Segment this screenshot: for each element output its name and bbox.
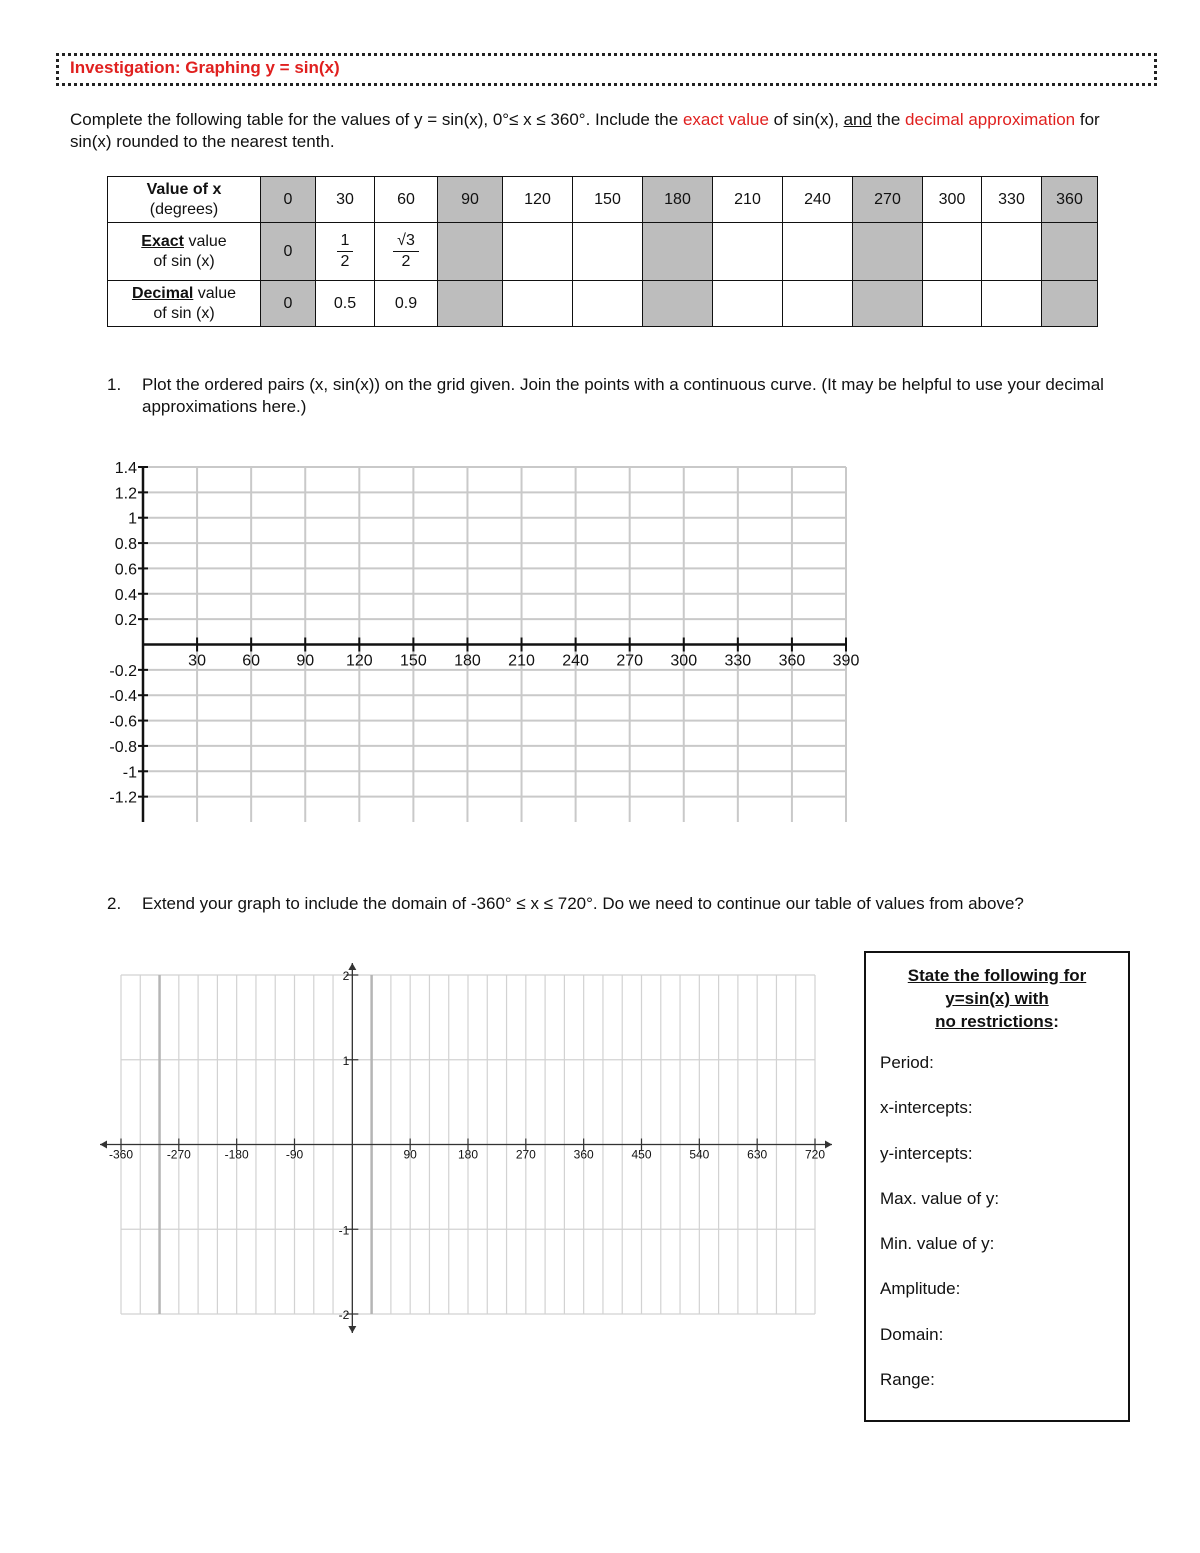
x-tick-label: -90 (285, 1147, 304, 1162)
x-cell: 30 (316, 177, 375, 223)
x-axis-arrow-right (825, 1141, 832, 1149)
y-tick-label: 1 (342, 1053, 350, 1068)
x-tick-label: 630 (747, 1147, 768, 1162)
x-cell: 60 (375, 177, 438, 223)
question-number: 2. (107, 894, 122, 913)
x-cell: 300 (923, 177, 982, 223)
question-text: Extend your graph to include the domain of -360° ≤ x ≤ 720°. Do we need to continue our table of values from above? (142, 894, 1024, 913)
x-tick-label: -360 (108, 1147, 134, 1162)
y-tick-label: -2 (338, 1308, 350, 1322)
intro-text-1: Complete the following table for the values of y = sin(x), 0°≤ x ≤ 360°. Include the (70, 110, 683, 129)
fraction-numerator: √3 (393, 231, 419, 252)
y-tick-label: 2 (342, 969, 350, 983)
fraction-numerator: 1 (337, 231, 354, 252)
x-tick-label: 150 (400, 652, 427, 670)
x-tick-label: 270 (515, 1147, 536, 1162)
x-tick-label: 300 (670, 652, 698, 670)
question-text: Plot the ordered pairs (x, sin(x)) on the grid given. Join the points with a continuous curve. (It may be helpful to use your decimal approximations here.) (142, 375, 1104, 416)
intro-text-2: of sin(x), (768, 110, 844, 129)
state-item: Range: (880, 1370, 935, 1390)
state-item: Period: (880, 1053, 934, 1072)
y-tick-label: 1.2 (114, 485, 137, 503)
decimal-cell: 0.5 (316, 281, 375, 327)
x-tick-label: 540 (689, 1147, 710, 1162)
x-tick-label: 180 (457, 1147, 479, 1162)
x-cell: 150 (573, 177, 643, 223)
label-degrees: (degrees) (149, 200, 219, 218)
y-tick-label: -1 (338, 1223, 350, 1238)
x-cell: 330 (982, 177, 1042, 223)
intro-text-3: the (871, 110, 906, 129)
page-title: Investigation: Graphing y = sin(x) (70, 58, 340, 77)
y-tick-label: 0.2 (114, 612, 137, 630)
x-tick-label: 30 (188, 652, 206, 670)
x-cell: 270 (853, 177, 923, 223)
x-tick-label: 120 (345, 652, 373, 670)
x-tick-label: 240 (562, 652, 589, 670)
x-tick-label: 390 (832, 652, 860, 670)
x-tick-label: 720 (804, 1147, 826, 1162)
heading-line-3: no restrictions (935, 1012, 1054, 1031)
x-tick-label: 180 (454, 652, 481, 670)
label-exact-rest: value (184, 232, 227, 250)
state-box-heading (866, 964, 1128, 1033)
x-tick-label: 90 (403, 1147, 417, 1162)
y-tick-label: 0.4 (114, 586, 137, 604)
fraction-denominator: 2 (401, 253, 411, 270)
x-cell: 180 (643, 177, 713, 223)
intro-and: and (843, 110, 872, 129)
x-cell: 210 (713, 177, 783, 223)
y-tick-label: -0.6 (109, 713, 137, 731)
label-of-sin: of sin (x) (153, 304, 215, 322)
y-tick-label: -0.2 (109, 662, 137, 680)
exact-cell: 0 (261, 223, 316, 281)
heading-colon: : (1053, 1012, 1059, 1031)
y-tick-label: 1 (128, 510, 137, 528)
x-tick-label: 360 (573, 1147, 594, 1162)
state-item: Amplitude: (880, 1279, 961, 1299)
y-tick-label: 0.6 (114, 561, 137, 579)
heading-line-2: y=sin(x) with (945, 989, 1049, 1008)
state-item: Min. value of y: (880, 1234, 995, 1254)
label-of-sin: of sin (x) (153, 252, 215, 270)
x-tick-label: 60 (242, 652, 261, 670)
x-cell: 240 (783, 177, 853, 223)
state-box-items (880, 1053, 999, 1415)
state-item: y-intercepts: (880, 1143, 973, 1163)
x-axis-arrow-left (100, 1141, 107, 1149)
label-decimal: Decimal (131, 284, 194, 302)
state-item: Domain: (880, 1324, 944, 1344)
y-tick-label: 1.4 (114, 460, 137, 477)
x-cell: 120 (503, 177, 573, 223)
x-tick-label: 360 (778, 652, 806, 670)
x-tick-label: 330 (724, 652, 752, 670)
label-value-of-x: Value of x (146, 180, 222, 198)
intro-decimal-approx: decimal approximation (905, 110, 1076, 129)
y-tick-label: -1.2 (109, 789, 137, 807)
x-tick-label: 270 (616, 652, 644, 670)
x-tick-label: -270 (166, 1147, 191, 1162)
y-axis-arrow-up (348, 963, 356, 970)
state-item: x-intercepts: (880, 1098, 973, 1118)
x-cell: 90 (438, 177, 503, 223)
decimal-cell: 0.9 (375, 281, 438, 327)
label-exact: Exact (141, 232, 184, 250)
x-tick-label: -180 (224, 1147, 249, 1162)
x-tick-label: 450 (631, 1147, 652, 1162)
question-number: 1. (107, 375, 122, 394)
state-box (864, 951, 1130, 1422)
fraction-denominator: 2 (340, 253, 350, 270)
x-tick-label: 90 (296, 652, 315, 670)
y-tick-label: -0.8 (109, 738, 137, 756)
label-decimal-rest: value (193, 284, 237, 302)
heading-line-1: State the following for (907, 966, 1087, 985)
y-tick-label: -1 (122, 764, 137, 782)
y-tick-label: 0.8 (114, 536, 137, 554)
decimal-cell: 0 (261, 281, 316, 327)
intro-exact-value: exact value (682, 110, 769, 129)
intro-text-4: for sin(x) rounded to the nearest tenth. (70, 110, 1100, 151)
y-tick-label: -0.4 (109, 688, 137, 706)
y-axis-arrow-down (348, 1326, 356, 1333)
x-cell: 360 (1042, 177, 1098, 223)
x-tick-label: 210 (508, 652, 535, 670)
x-cell: 0 (261, 177, 316, 223)
state-item: Max. value of y: (880, 1188, 1000, 1208)
